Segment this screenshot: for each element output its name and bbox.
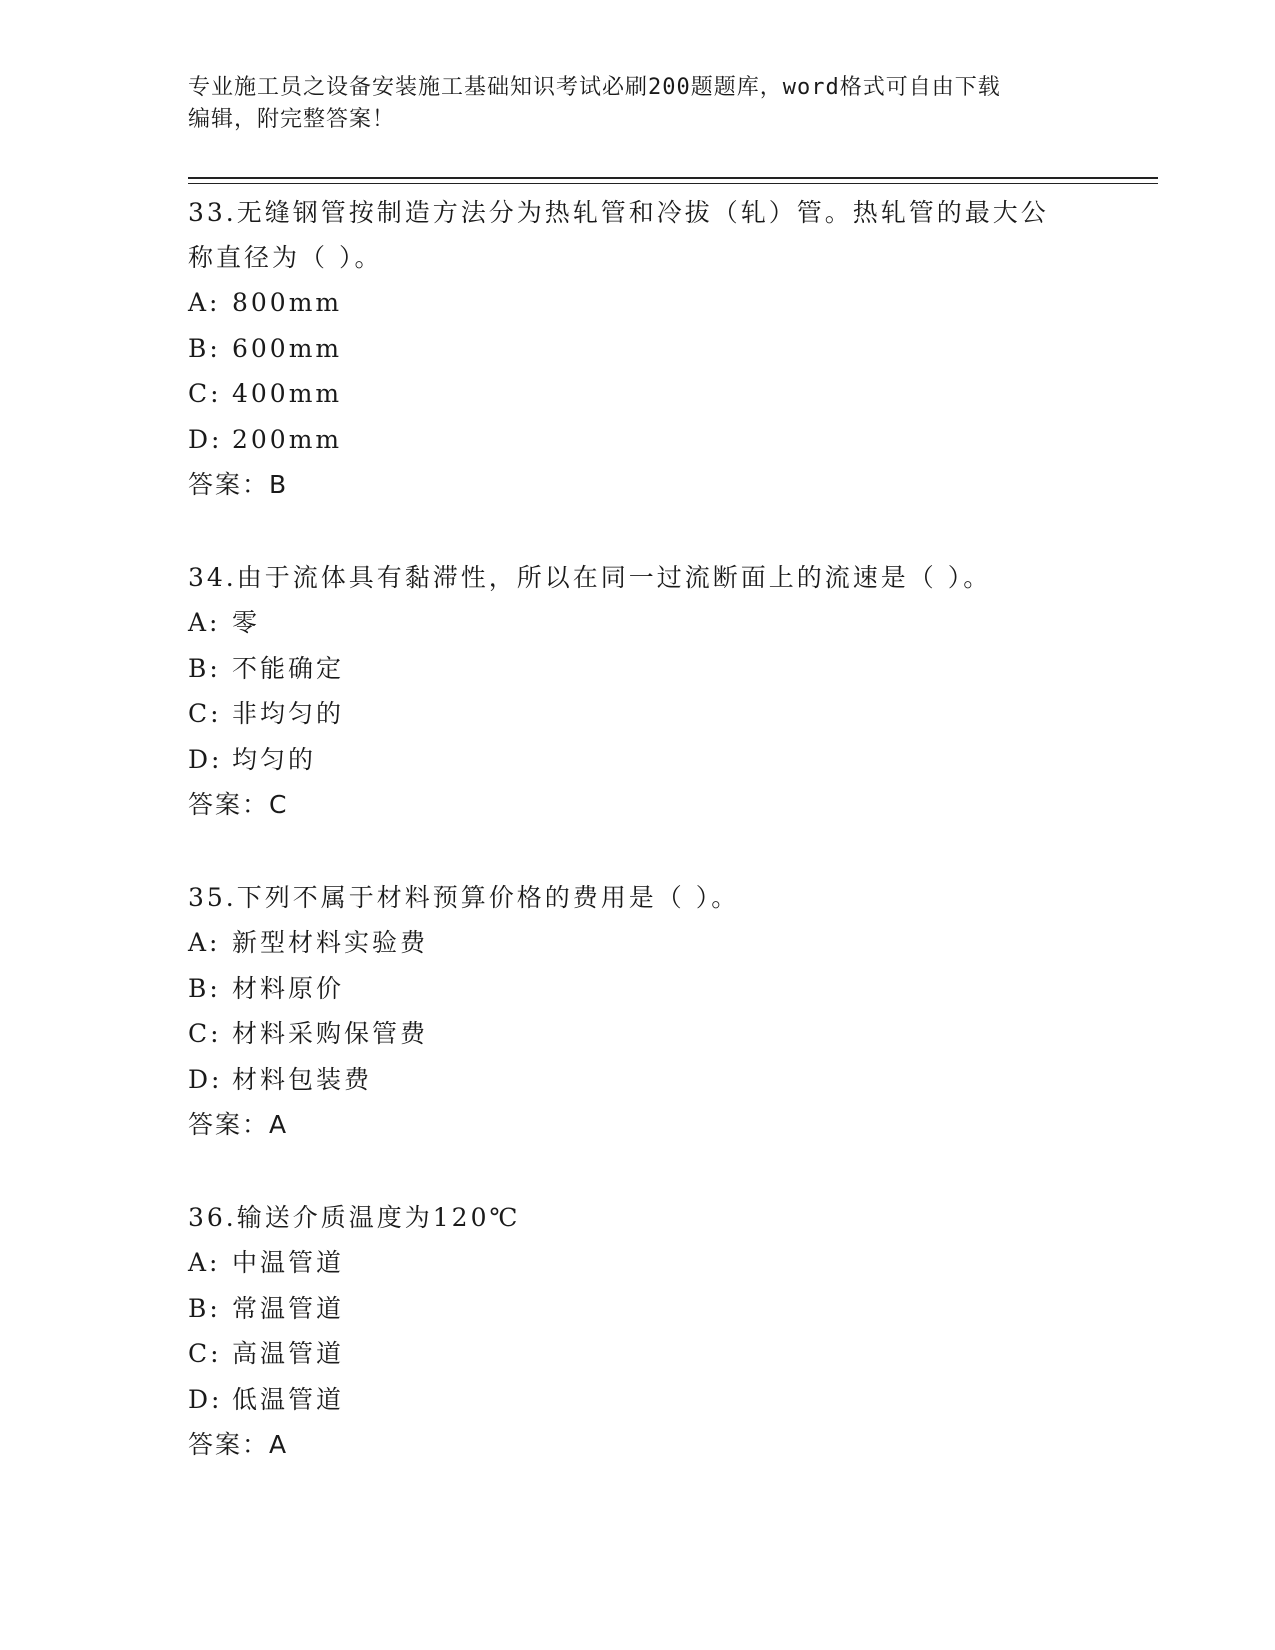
option-a	[188, 280, 1088, 326]
question-34	[188, 555, 1088, 828]
option-key: D:	[188, 1384, 223, 1414]
question-stem-continued: 称直径为（ ）。	[188, 243, 383, 272]
option-key: C:	[188, 1019, 222, 1048]
option-key: C:	[188, 1339, 222, 1368]
option-key: A:	[188, 1248, 221, 1277]
option-text: 零	[232, 608, 261, 637]
option-c	[188, 1011, 1088, 1057]
answer-line: 答案：B	[188, 470, 289, 499]
option-text: 均匀的	[232, 744, 317, 774]
option-key: B:	[188, 333, 221, 363]
header-divider-top	[188, 177, 1158, 179]
option-d	[188, 417, 1088, 463]
option-a	[188, 1240, 1088, 1286]
option-text: 低温管道	[232, 1384, 345, 1414]
question-stem: 36.输送介质温度为120℃	[188, 1203, 521, 1232]
option-b	[188, 1286, 1088, 1332]
option-c	[188, 691, 1088, 737]
option-a	[188, 920, 1088, 966]
document-header	[188, 72, 1088, 136]
option-d	[188, 1377, 1088, 1423]
option-key: D:	[188, 424, 223, 454]
option-b	[188, 966, 1088, 1012]
header-divider-bottom	[188, 183, 1158, 184]
option-text: 中温管道	[232, 1248, 345, 1277]
option-text: 材料包装费	[232, 1064, 373, 1094]
option-text: 非均匀的	[232, 699, 345, 728]
option-key: B:	[188, 653, 221, 683]
question-stem: 34.由于流体具有黏滞性，所以在同一过流断面上的流速是（ ）。	[188, 563, 992, 592]
option-text: 600mm	[232, 333, 343, 363]
answer-line: 答案：C	[188, 790, 289, 819]
option-key: D:	[188, 1064, 223, 1094]
option-c	[188, 1331, 1088, 1377]
option-key: A:	[188, 288, 221, 317]
option-text: 高温管道	[232, 1339, 345, 1368]
question-stem: 35.下列不属于材料预算价格的费用是（ ）。	[188, 883, 740, 912]
option-d	[188, 1057, 1088, 1103]
option-text: 材料原价	[232, 973, 345, 1003]
question-33	[188, 190, 1088, 508]
option-text: 材料采购保管费	[232, 1019, 429, 1048]
option-key: D:	[188, 744, 223, 774]
option-key: C:	[188, 699, 222, 728]
answer-line: 答案：A	[188, 1110, 289, 1139]
option-text: 常温管道	[232, 1293, 345, 1323]
option-key: B:	[188, 973, 221, 1003]
header-line-2: 编辑，附完整答案！	[188, 107, 396, 132]
option-text: 400mm	[232, 379, 343, 408]
answer-line: 答案：A	[188, 1430, 289, 1459]
question-35	[188, 875, 1088, 1148]
option-b	[188, 646, 1088, 692]
option-key: B:	[188, 1293, 221, 1323]
header-line-1: 专业施工员之设备安装施工基础知识考试必刷200题题库，word格式可自由下载	[188, 75, 1001, 100]
option-key: A:	[188, 928, 221, 957]
option-c	[188, 371, 1088, 417]
option-b	[188, 326, 1088, 372]
option-key: A:	[188, 608, 221, 637]
question-stem: 33.无缝钢管按制造方法分为热轧管和冷拔（轧）管。热轧管的最大公	[188, 198, 1049, 227]
option-a	[188, 600, 1088, 646]
option-text: 新型材料实验费	[232, 928, 429, 957]
option-text: 200mm	[232, 424, 343, 454]
option-text: 不能确定	[232, 653, 345, 683]
option-key: C:	[188, 379, 222, 408]
option-text: 800mm	[232, 288, 343, 317]
option-d	[188, 737, 1088, 783]
question-36	[188, 1195, 1088, 1468]
